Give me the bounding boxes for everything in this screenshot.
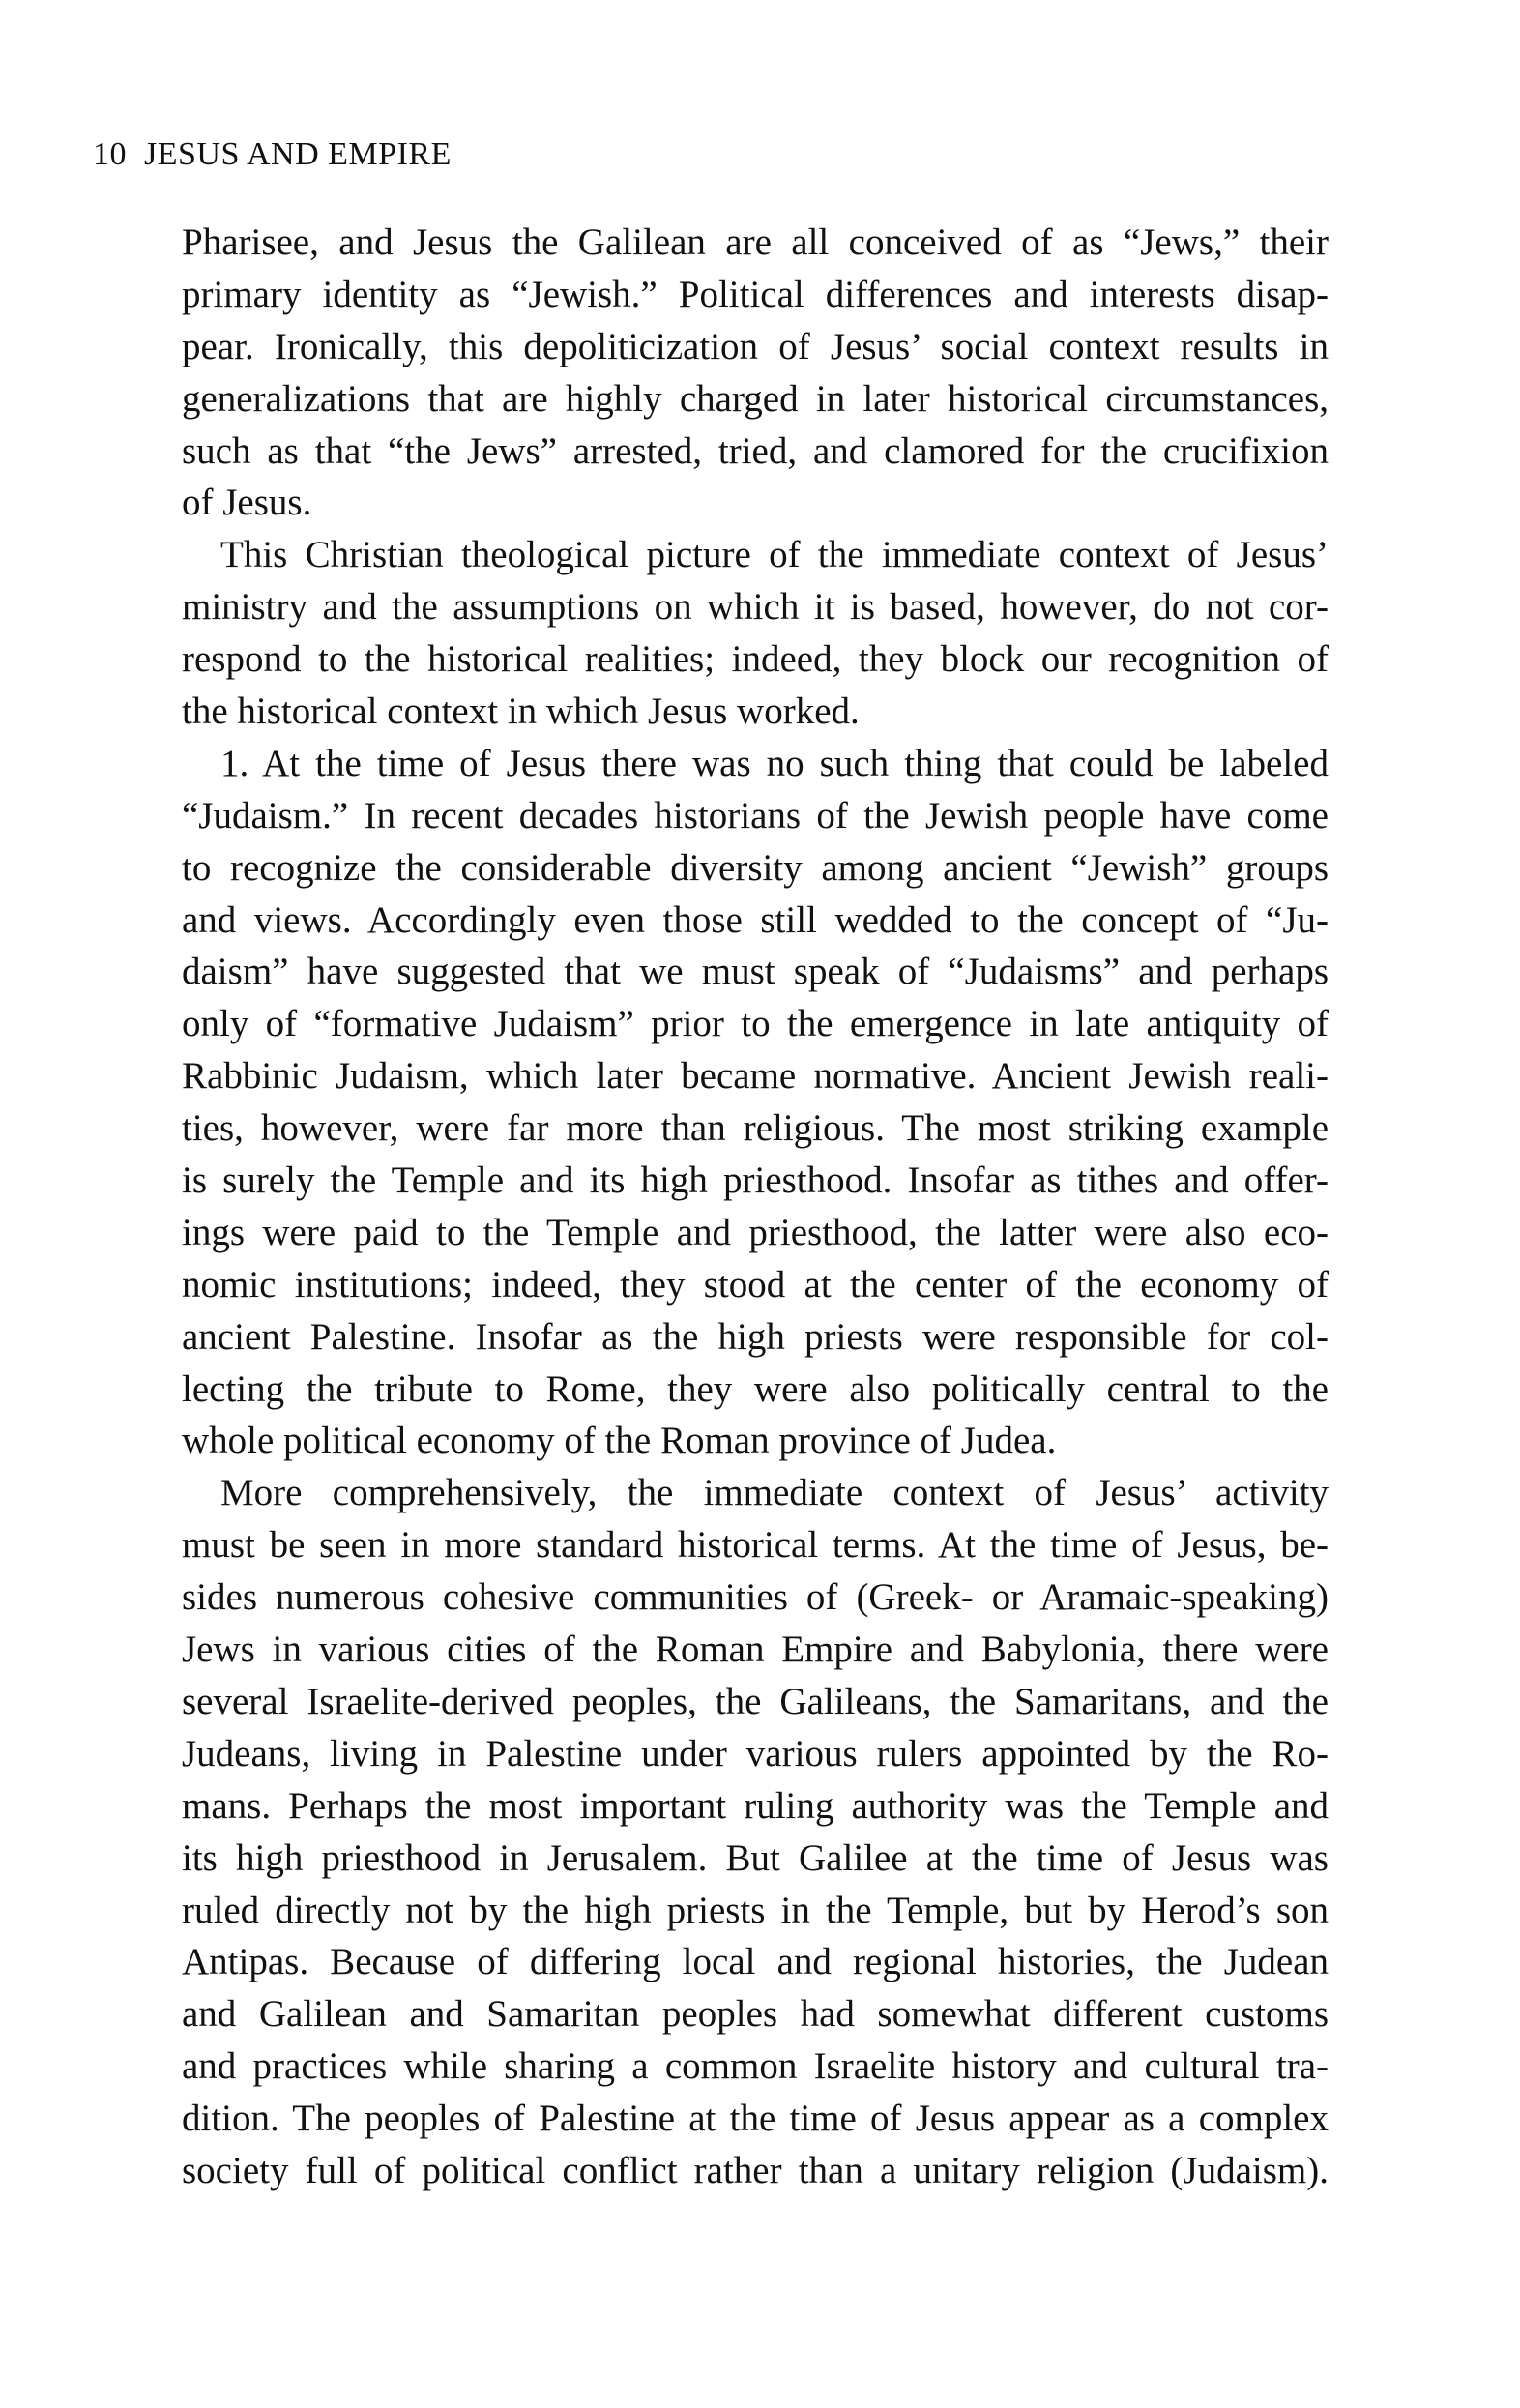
text-line: generalizations that are highly charged in later historical circumstances, [182,377,1329,420]
text-line: mans. Perhaps the most important ruling authority was the Temple and [182,1784,1329,1827]
text-line: society full of political conflict rather than a unitary religion (Judaism). [182,2149,1329,2191]
text-line: “Judaism.” In recent decades historians of the Jewish people have come [182,794,1329,837]
text-line: its high priesthood in Jerusalem. But Galilee at the time of Jesus was [182,1836,1329,1879]
text-line: of Jesus. [182,482,312,524]
text-line: to recognize the considerable diversity among ancient “Jewish” groups [182,846,1329,889]
text-line: Antipas. Because of differing local and regional histories, the Judean [182,1941,1329,1983]
text-line: whole political economy of the Roman province of Judea. [182,1420,1057,1462]
text-line: several Israelite-derived peoples, the Galileans, the Samaritans, and the [182,1680,1329,1722]
text-line: pear. Ironically, this depoliticization of Jesus’ social context results in [182,325,1329,367]
body-text [182,217,1329,2197]
text-line: sides numerous cohesive communities of (Greek- or Aramaic-speaking) [182,1576,1329,1619]
text-line: Pharisee, and Jesus the Galilean are all conceived of as “Jews,” their [182,221,1329,263]
text-line: This Christian theological picture of the immediate context of Jesus’ [220,534,1329,576]
text-line: such as that “the Jews” arrested, tried, and clamored for the crucifixion [182,429,1329,472]
text-line: dition. The peoples of Palestine at the time of Jesus appear as a complex [182,2098,1329,2140]
text-line: the historical context in which Jesus worked. [182,690,860,733]
text-line: ancient Palestine. Insofar as the high priests were responsible for col- [182,1315,1329,1358]
text-line: More comprehensively, the immediate context of Jesus’ activity [220,1472,1329,1514]
text-line: and Galilean and Samaritan peoples had somewhat different customs [182,1993,1329,2036]
text-line: ministry and the assumptions on which it is based, however, do not cor- [182,586,1329,629]
running-head [93,135,452,174]
text-line: respond to the historical realities; indeed, they block our recognition of [182,638,1329,681]
text-line: daism” have suggested that we must speak of “Judaisms” and perhaps [182,951,1329,993]
text-line: only of “formative Judaism” prior to the emergence in late antiquity of [182,1003,1329,1045]
text-line: lecting the tribute to Rome, they were also politically central to the [182,1367,1329,1410]
text-line: and practices while sharing a common Israelite history and cultural tra- [182,2045,1329,2088]
page-number: 10 [93,136,127,172]
text-line: Rabbinic Judaism, which later became normative. Ancient Jewish reali- [182,1055,1329,1098]
text-line: is surely the Temple and its high priesthood. Insofar as tithes and offer- [182,1160,1329,1202]
running-head-title: JESUS AND EMPIRE [144,136,452,172]
text-line: ties, however, were far more than religious. The most striking example [182,1107,1329,1150]
text-line: ings were paid to the Temple and priesthood, the latter were also eco- [182,1211,1329,1253]
text-line: nomic institutions; indeed, they stood at the center of the economy of [182,1263,1329,1306]
text-line: ruled directly not by the high priests in the Temple, but by Herod’s son [182,1889,1329,1931]
text-line: must be seen in more standard historical terms. At the time of Jesus, be- [182,1524,1329,1567]
text-line: and views. Accordingly even those still wedded to the concept of “Ju- [182,898,1329,941]
text-line: 1. At the time of Jesus there was no such thing that could be labeled [220,742,1329,784]
text-line: primary identity as “Jewish.” Political differences and interests disap- [182,273,1329,315]
text-line: Jews in various cities of the Roman Empire and Babylonia, there were [182,1629,1329,1671]
text-line: Judeans, living in Palestine under various rulers appointed by the Ro- [182,1732,1329,1775]
